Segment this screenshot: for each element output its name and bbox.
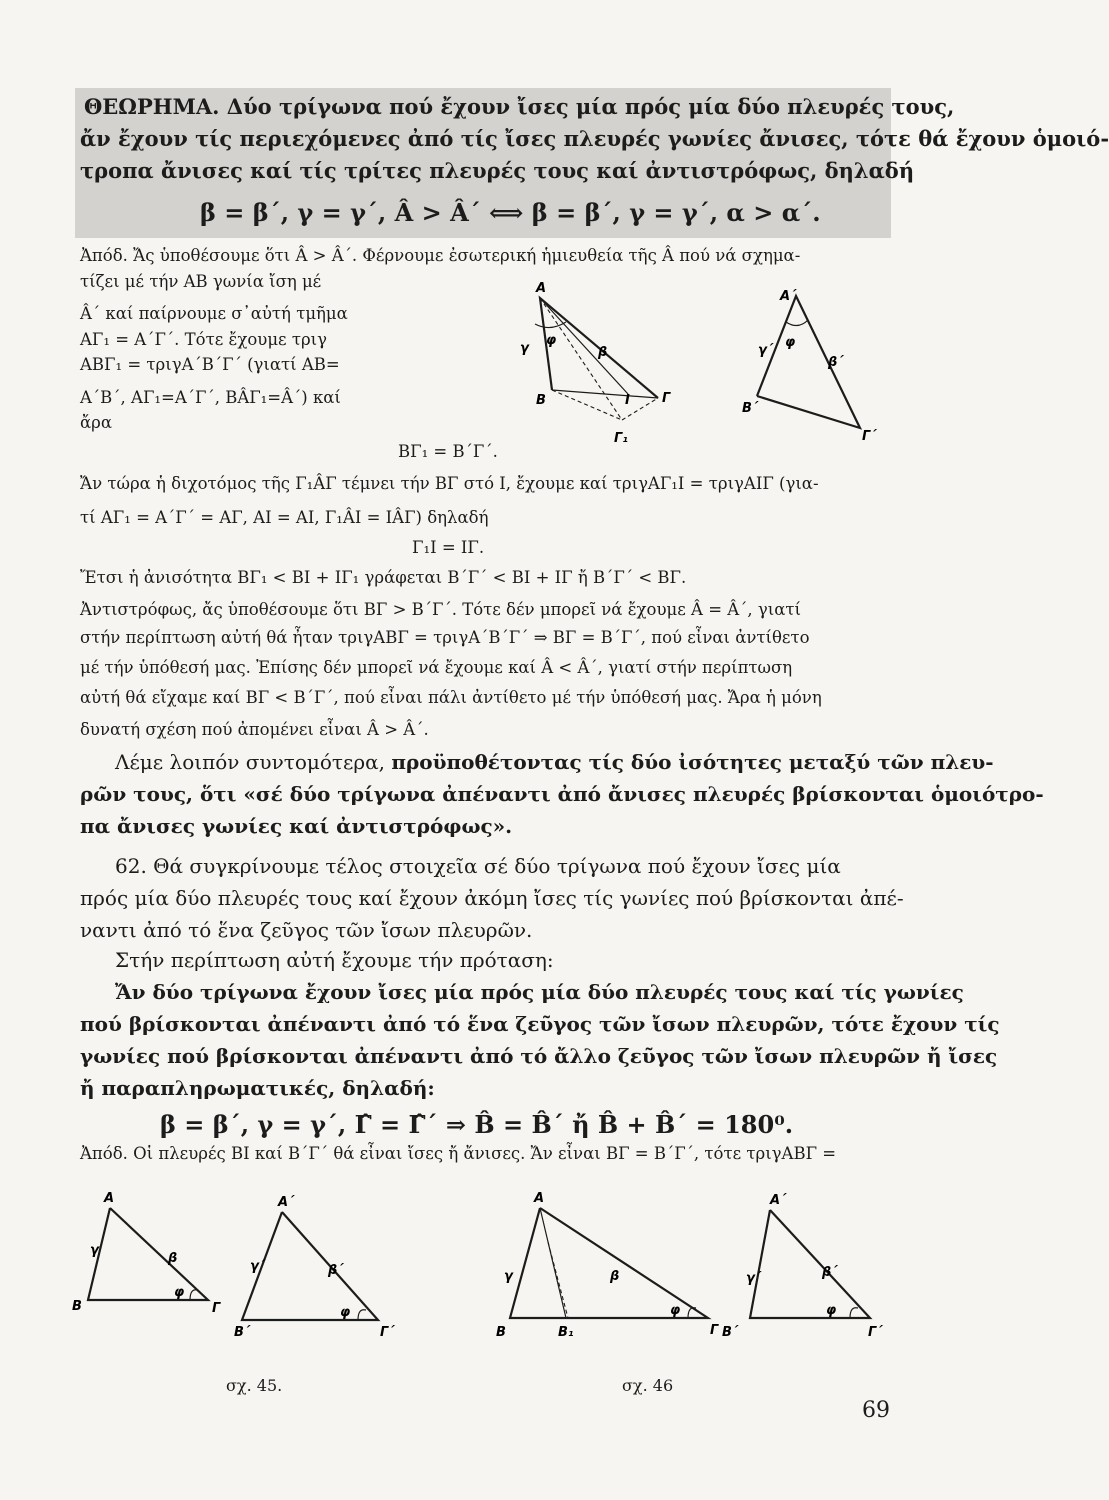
- label-gamma: γ: [520, 341, 529, 356]
- fig46-label-gamma-prime: γ΄: [746, 1271, 761, 1286]
- proof1-line-17: δυνατή σχέση πού ἀπομένει εἶναι Â > Â΄.: [80, 720, 429, 739]
- label-G-prime: Γ΄: [862, 429, 877, 444]
- fig46-label-G: Γ: [710, 1323, 719, 1338]
- label-phi: φ: [546, 333, 557, 348]
- summary-line-1: [115, 750, 994, 774]
- figure-triangles-bottom: [70, 1190, 883, 1350]
- proof2-line-1: Ἀπόδ. Οἱ πλευρές ΒΙ καί Β΄Γ΄ θά εἶναι ἴσες ἤ ἄνισες. Ἄν εἶναι ΒΓ = Β΄Γ΄, τότε τριγΑΒΓ =: [80, 1144, 837, 1163]
- fig45-label-B: B: [72, 1299, 82, 1314]
- fig45-triangle-1: [88, 1208, 208, 1300]
- fig45-label-A: A: [104, 1191, 115, 1206]
- label-I: I: [625, 393, 630, 408]
- label-beta: β: [598, 345, 608, 360]
- proof1-line-1: Ἀπόδ. Ἄς ὑποθέσουμε ὅτι Â > Â΄. Φέρνουμε ἐσωτερική ἡμιευθεία τῆς Â πού νά σχημα-: [80, 246, 801, 265]
- caption-fig46: σχ. 46: [622, 1376, 674, 1395]
- fig46-label-gamma: γ: [504, 1269, 513, 1284]
- label-G: Γ: [662, 391, 671, 406]
- proposition-line-3: γωνίες πού βρίσκονται ἀπέναντι ἀπό τό ἄλλο ζεῦγος τῶν ἴσων πλευρῶν ἤ ἴσες: [80, 1044, 998, 1068]
- proposition-formula: β = β΄, γ = γ΄, Γ̂ = Γ̂΄ ⇒ B̂ = B̂΄ ἤ B̂ + B̂΄ = 180⁰.: [160, 1110, 794, 1139]
- fig45-label-phi: φ: [174, 1285, 185, 1300]
- caption-fig45: σχ. 45.: [226, 1376, 283, 1395]
- summary-line-3: πα ἄνισες γωνίες καί ἀντιστρόφως».: [80, 814, 513, 838]
- proposition-line-4: ἤ παραπληρωματικές, δηλαδή:: [80, 1076, 435, 1100]
- fig46-label-B-prime: B΄: [722, 1325, 738, 1340]
- fig46-label-beta-prime: β΄: [822, 1265, 838, 1280]
- label-B: B: [536, 393, 546, 408]
- fig45-label-A-prime: A΄: [278, 1195, 294, 1210]
- fig45-label-G: Γ: [212, 1301, 221, 1316]
- section62-line-1: 62. Θά συγκρίνουμε τέλος στοιχεῖα σέ δύο τρίγωνα πού ἔχουν ἴσες μία: [115, 854, 841, 878]
- proof1-line-13: Ἀντιστρόφως, ἄς ὑποθέσουμε ὅτι ΒΓ > Β΄Γ΄. Τότε δέν μπορεῖ νά ἔχουμε Â = Â΄, γιατί: [80, 600, 801, 619]
- fig46-label-G-prime: Γ΄: [868, 1325, 883, 1340]
- summary-line-1-plain: Λέμε λοιπόν συντομότερα,: [115, 750, 392, 774]
- fig46-label-A-prime: A΄: [770, 1193, 786, 1208]
- section62-line-2: πρός μία δύο πλευρές τους καί ἔχουν ἀκόμη ἴσες τίς γωνίες πού βρίσκονται ἀπέ-: [80, 886, 904, 910]
- proof1-line-7: ἄρα: [80, 413, 112, 432]
- proof1-line-4: ΑΓ₁ = Α΄Γ΄. Τότε ἔχουμε τριγ: [80, 330, 328, 349]
- proof1-line-16: αὐτή θά εἴχαμε καί ΒΓ < Β΄Γ΄, πού εἶναι πάλι ἀντίθετο μέ τήν ὑπόθεσή μας. Ἄρα ἡ μόνη: [80, 688, 822, 707]
- fig46-label-phi: φ: [670, 1303, 681, 1318]
- proof1-line-12: Ἔτσι ἡ ἀνισότητα ΒΓ₁ < ΒΙ + ΙΓ₁ γράφεται Β΄Γ΄ < ΒΙ + ΙΓ ἤ Β΄Γ΄ < ΒΓ.: [80, 568, 687, 587]
- proof1-line-2: τίζει μέ τήν ΑΒ γωνία ἴση μέ: [80, 272, 322, 291]
- proof1-line-10: τί ΑΓ₁ = Α΄Γ΄ = ΑΓ, ΑΙ = ΑΙ, Γ₁ÂΙ = ΙÂΓ) δηλαδή: [80, 508, 489, 527]
- fig46-label-beta: β: [610, 1269, 620, 1284]
- theorem-line-3: τροπα ἄνισες καί τίς τρίτες πλευρές τους καί ἀντιστρόφως, δηλαδή: [80, 158, 915, 183]
- theorem-formula: β = β΄, γ = γ΄, Â > Â΄ ⟺ β = β΄, γ = γ΄, α > α΄.: [200, 198, 821, 227]
- fig46-label-phi-prime: φ: [826, 1303, 837, 1318]
- fig45-label-beta: β: [168, 1251, 178, 1266]
- label-gamma-prime: γ΄: [758, 343, 773, 358]
- label-beta-prime: β΄: [828, 355, 844, 370]
- label-G1: Γ₁: [614, 431, 628, 446]
- triangle-a-prime: [757, 296, 860, 428]
- label-B-prime: B΄: [742, 401, 758, 416]
- fig45-label-G-prime: Γ΄: [380, 1325, 395, 1340]
- page-number: 69: [862, 1398, 890, 1423]
- section62-line-4: Στήν περίπτωση αὐτή ἔχουμε τήν πρόταση:: [115, 948, 554, 972]
- theorem-line-1: ΘΕΩΡΗΜΑ. Δύο τρίγωνα πού ἔχουν ἴσες μία πρός μία δύο πλευρές τους,: [84, 94, 955, 119]
- proof1-line-3: Â΄ καί παίρνουμε σ᾽αὐτή τμῆμα: [80, 304, 348, 323]
- theorem-line-2: ἄν ἔχουν τίς περιεχόμενες ἀπό τίς ἴσες πλευρές γωνίες ἄνισες, τότε θά ἔχουν ὁμοιό-: [80, 126, 1109, 151]
- fig46-label-B1: B₁: [558, 1325, 574, 1340]
- proof1-line-8: ΒΓ₁ = Β΄Γ΄.: [398, 442, 498, 461]
- proof1-line-6: Α΄Β΄, ΑΓ₁=Α΄Γ΄, ΒÂΓ₁=Â΄) καί: [80, 388, 341, 407]
- fig45-label-gamma: γ: [90, 1243, 99, 1258]
- figure-triangles-top: [480, 280, 880, 455]
- fig45-label-gamma-prime: γ΄: [250, 1259, 265, 1274]
- fig45-label-beta-prime: β΄: [328, 1263, 344, 1278]
- label-phi-prime: φ: [785, 335, 796, 350]
- fig46-triangle-2: [750, 1210, 870, 1318]
- label-A-prime: A΄: [780, 289, 796, 304]
- proof1-line-14: στήν περίπτωση αὐτή θά ἦταν τριγΑΒΓ = τριγΑ΄Β΄Γ΄ ⇒ ΒΓ = Β΄Γ΄, πού εἶναι ἀντίθετο: [80, 628, 810, 647]
- proof1-line-15: μέ τήν ὑπόθεσή μας. Ἐπίσης δέν μπορεῖ νά ἔχουμε καί Â < Â΄, γιατί στήν περίπτωση: [80, 658, 793, 677]
- proof1-line-5: ΑΒΓ₁ = τριγΑ΄Β΄Γ΄ (γιατί ΑΒ=: [80, 355, 340, 374]
- proof1-line-9: Ἄν τώρα ἡ διχοτόμος τῆς Γ₁ÂΓ τέμνει τήν ΒΓ στό Ι, ἔχουμε καί τριγΑΓ₁Ι = τριγΑΙΓ (για-: [80, 474, 819, 493]
- summary-line-1-bold: προϋποθέτοντας τίς δύο ἰσότητες μεταξύ τῶν πλευ-: [391, 750, 994, 774]
- proof1-line-11: Γ₁Ι = ΙΓ.: [412, 538, 485, 557]
- fig45-label-phi-prime: φ: [340, 1305, 351, 1320]
- fig45-label-B-prime: B΄: [234, 1325, 250, 1340]
- fig46-label-A: A: [534, 1191, 545, 1206]
- section62-line-3: ναντι ἀπό τό ἕνα ζεῦγος τῶν ἴσων πλευρῶν.: [80, 918, 533, 942]
- proposition-line-2: πού βρίσκονται ἀπέναντι ἀπό τό ἕνα ζεῦγος τῶν ἴσων πλευρῶν, τότε ἔχουν τίς: [80, 1012, 1000, 1036]
- fig46-triangle-1: [510, 1208, 708, 1318]
- summary-line-2: ρῶν τους, ὅτι «σέ δύο τρίγωνα ἀπέναντι ἀπό ἄνισες πλευρές βρίσκονται ὁμοιότρο-: [80, 782, 1044, 806]
- fig46-label-B: B: [496, 1325, 506, 1340]
- label-A: A: [536, 281, 547, 296]
- proposition-line-1: Ἄν δύο τρίγωνα ἔχουν ἴσες μία πρός μία δύο πλευρές τους καί τίς γωνίες: [115, 980, 964, 1004]
- segment-a-g1: [540, 298, 622, 420]
